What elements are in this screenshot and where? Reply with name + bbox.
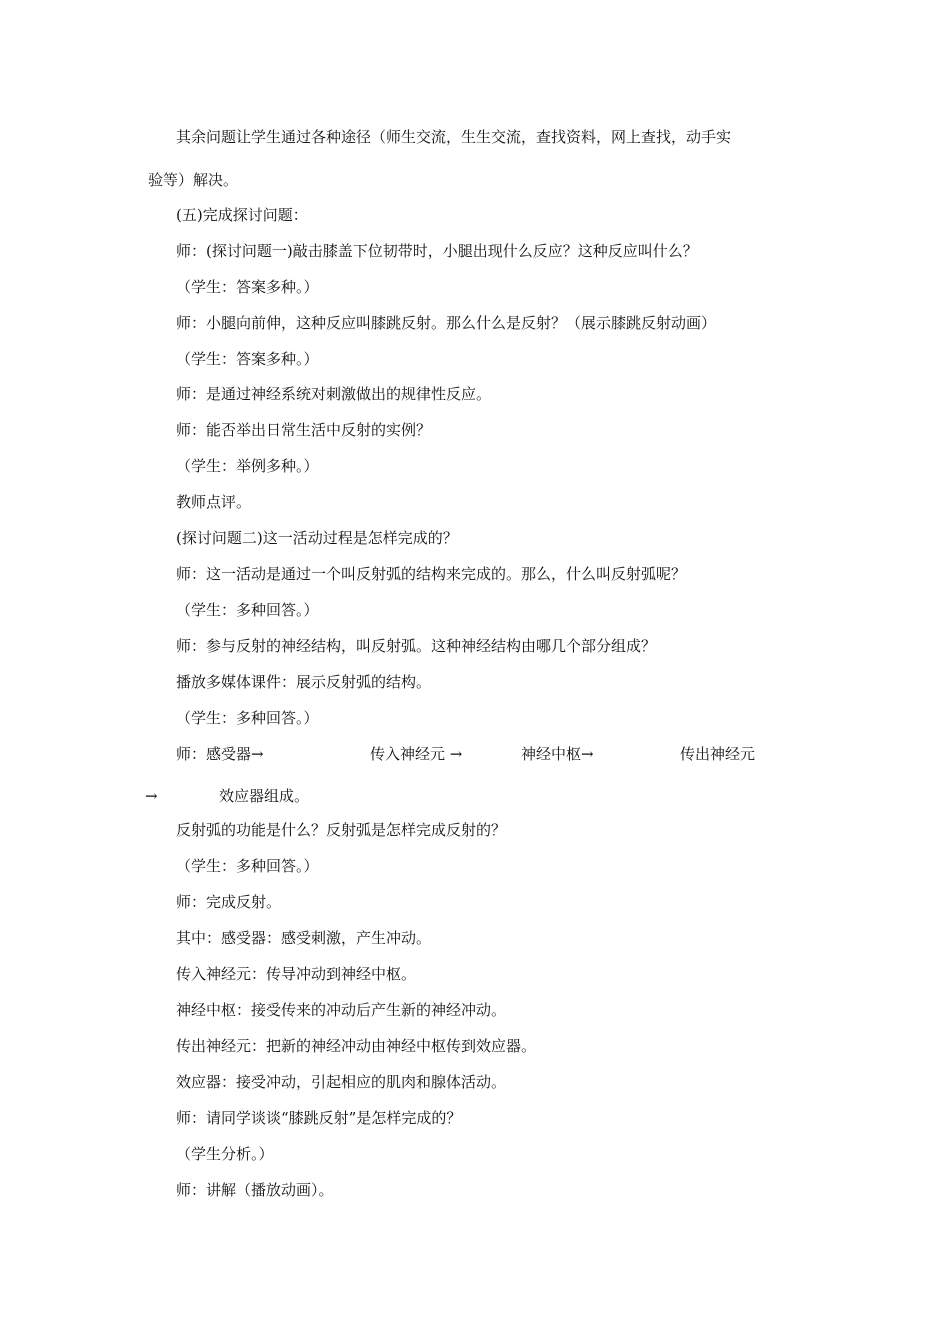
section-heading: (五)完成探讨问题： (176, 206, 308, 224)
intro-line-1: 其余问题让学生通过各种途径（师生交流，生生交流，查找资料，网上查找，动手实 (176, 128, 732, 146)
paragraph: 师：这一活动是通过一个叫反射弧的结构来完成的。那么，什么叫反射弧呢？ (176, 565, 687, 583)
intro-line-2: 验等）解决。 (148, 171, 239, 189)
paragraph: 传出神经元：把新的神经冲动由神经中枢传到效应器。 (176, 1037, 537, 1055)
paragraph: （学生分析。） (176, 1145, 274, 1163)
arc-receptor: 师：感受器→ (176, 745, 264, 763)
paragraph: （学生：多种回答。） (176, 709, 319, 727)
arc-arrow: → (145, 787, 158, 805)
paragraph: （学生：举例多种。） (176, 457, 319, 475)
paragraph: 反射弧的功能是什么？反射弧是怎样完成反射的？ (176, 821, 507, 839)
arc-effector: 效应器组成。 (219, 787, 310, 805)
arc-afferent: 传入神经元 → (370, 745, 463, 763)
arc-center: 神经中枢→ (521, 745, 594, 763)
paragraph: 其中：感受器：感受刺激，产生冲动。 (176, 929, 432, 947)
paragraph: 师：请同学谈谈“膝跳反射”是怎样完成的？ (176, 1109, 462, 1127)
paragraph: 师：小腿向前伸，这种反应叫膝跳反射。那么什么是反射？（展示膝跳反射动画） (176, 314, 717, 332)
paragraph: (探讨问题二)这一活动过程是怎样完成的？ (176, 529, 458, 547)
paragraph: 传入神经元：传导冲动到神经中枢。 (176, 965, 417, 983)
paragraph: 师：参与反射的神经结构，叫反射弧。这种神经结构由哪几个部分组成？ (176, 637, 657, 655)
paragraph: （学生：多种回答。） (176, 601, 319, 619)
paragraph: （学生：多种回答。） (176, 857, 319, 875)
paragraph: 神经中枢：接受传来的冲动后产生新的神经冲动。 (176, 1001, 507, 1019)
paragraph: 师：讲解（播放动画）。 (176, 1181, 334, 1199)
paragraph: （学生：答案多种。） (176, 350, 319, 368)
paragraph: 教师点评。 (176, 493, 252, 511)
paragraph: 播放多媒体课件：展示反射弧的结构。 (176, 673, 432, 691)
paragraph: 师：是通过神经系统对刺激做出的规律性反应。 (176, 385, 492, 403)
paragraph: 师：能否举出日常生活中反射的实例？ (176, 421, 432, 439)
paragraph: 师：(探讨问题一)敲击膝盖下位韧带时，小腿出现什么反应？这种反应叫什么？ (176, 242, 698, 260)
arc-efferent: 传出神经元 (680, 745, 756, 763)
paragraph: （学生：答案多种。） (176, 278, 319, 296)
paragraph: 效应器：接受冲动，引起相应的肌肉和腺体活动。 (176, 1073, 507, 1091)
paragraph: 师：完成反射。 (176, 893, 282, 911)
